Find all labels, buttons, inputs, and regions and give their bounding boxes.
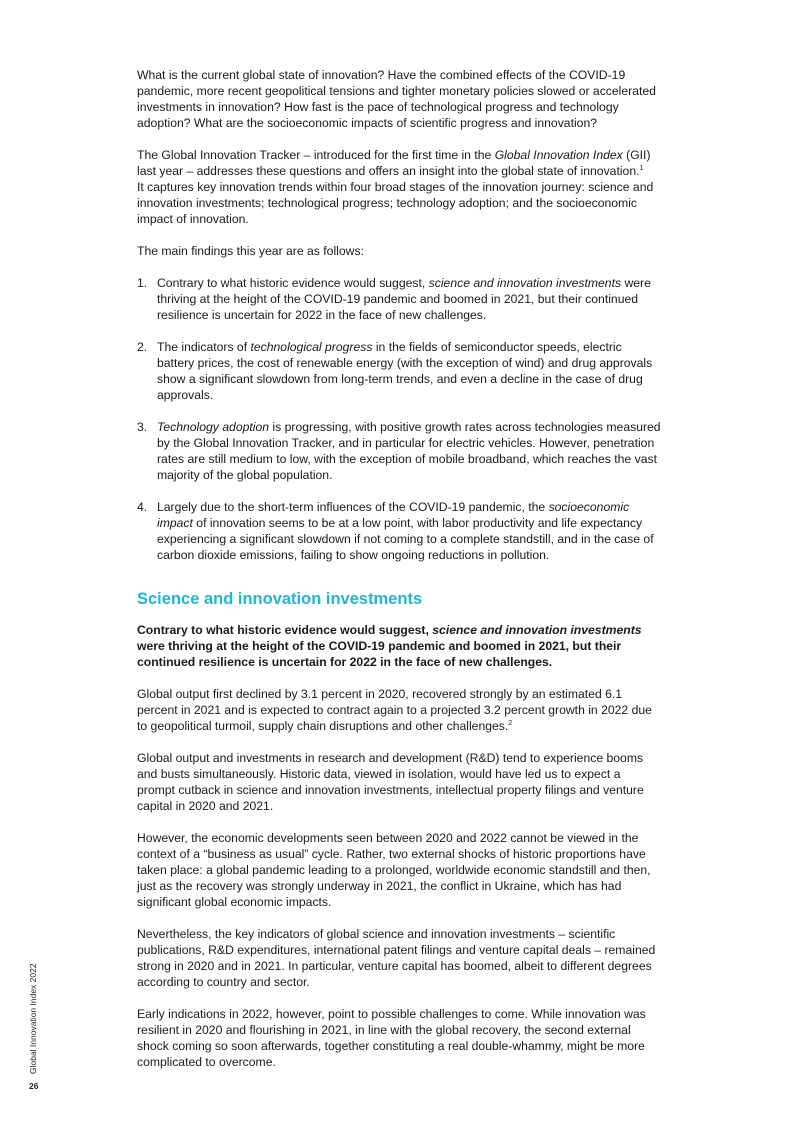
finding-text [157,275,661,323]
finding-post: were thriving at the height of the COVID-19 pandemic and boomed in 2021, but their continued resilience is uncertain for 2022 in the face of new challenges. [157,276,651,322]
section-paragraph-3: However, the economic developments seen between 2020 and 2022 cannot be viewed in the context of a “business as usual” cycle. Rather, two external shocks of historic proportions have taken place: a global pandemic leading to a prolonged, worldwide economic standstill and then, just as the recovery was strongly underway in 2021, the conflict in Ukraine, which has had significant global economic impacts. [137,831,651,909]
section-paragraph-2: Global output and investments in research and development (R&D) tend to experience booms and busts simultaneously. Historic data, viewed in isolation, would have led us to expect a prompt cutback in science and innovation investments, intellectual property filings and venture capital in 2020 and 2021. [137,751,644,813]
intro-paragraph-1: What is the current global state of innovation? Have the combined effects of the COVID-19 pandemic, more recent geopolitical tensions and tighter monetary policies slowed or accelerated investments in innovation? How fast is the pace of technological progress and technology adoption? What are the socioeconomic impacts of scientific progress and innovation? [137,68,656,130]
finding-pre: The indicators of [157,340,251,354]
finding-pre: Contrary to what historic evidence would suggest, [157,276,429,290]
section-lead-paragraph [137,622,661,670]
finding-emphasis: science and innovation investments [428,276,622,290]
section-paragraph-4: Nevertheless, the key indicators of global science and innovation investments – scientific publications, R&D expenditures, international patent filings and venture capital deals – remained strong in 2020 and in 2021. In particular, venture capital has boomed, albeit to different degrees according to country and sector. [137,927,656,989]
section-heading: Science and innovation investments [137,590,423,608]
section-paragraph-5: Early indications in 2022, however, point to possible challenges to come. While innovation was resilient in 2020 and flourishing in 2021, in line with the global recovery, the second external shock coming so soon afterwards, together constituting a real double-whammy, might be more complicated to overcome. [137,1007,646,1069]
finding-emphasis: technological progress [250,340,373,354]
finding-post: in the fields of semiconductor speeds, electric battery prices, the cost of renewable energy (with the exception of wind) and drug approvals show a significant slowdown from long-term trends, and even a decline in the case of drug approvals. [157,340,653,402]
section-p1-text: Global output first declined by 3.1 percent in 2020, recovered strongly by an estimated 6.1 percent in 2021 and is expected to contract again to a projected 3.2 percent growth in 2022 due to geopolitical turmoil, supply chain disruptions and other challenges. [137,687,652,733]
findings-list [137,275,661,563]
intro-paragraph-3: The main findings this year are as follows: [137,244,364,258]
intro-p2-text-b: (GII) last year – addresses these questions and offers an insight into the global state of innovation. [137,148,651,178]
lead-text-a: Contrary to what historic evidence would suggest, [137,623,433,637]
page-body [137,67,661,1070]
intro-paragraph-2 [137,147,661,227]
finding-text [157,339,661,403]
finding-pre: Largely due to the short-term influences of the COVID-19 pandemic, the [157,500,549,514]
finding-number: 3. [137,420,148,434]
finding-post: is progressing, with positive growth rates across technologies measured by the Global Innovation Tracker, and in particular for electric vehicles. However, penetration rates are still medium to low, with the exception of mobile broadband, which reaches the vast majority of the global population. [157,420,661,482]
finding-number: 4. [137,500,148,514]
finding-emphasis: socioeconomic impact [157,500,630,530]
finding-number: 1. [137,276,148,290]
intro-p2-text-c: It captures key innovation trends within four broad stages of the innovation journey: science and innovation investments; technological progress; technology adoption; and the socioeconomic impact of innovation. [137,180,654,226]
running-title: Global Innovation Index 2022 [28,963,38,1074]
finding-emphasis: Technology adoption [157,420,270,434]
footnote-ref-1[interactable]: 1 [639,164,644,172]
finding-text [157,499,661,563]
finding-item [137,499,661,563]
intro-p2-text-a: The Global Innovation Tracker – introduced for the first time in the [137,148,495,162]
lead-text-b: were thriving at the height of the COVID-19 pandemic and boomed in 2021, but their continued resilience is uncertain for 2022 in the face of new challenges. [137,639,622,669]
finding-item [137,339,661,403]
footnote-ref-2[interactable]: 2 [508,719,513,727]
finding-item [137,419,661,483]
finding-number: 2. [137,340,148,354]
section-paragraph-1 [137,686,661,734]
finding-post: of innovation seems to be at a low point, with labor productivity and life expectancy experiencing a significant slowdown if not coming to a complete standstill, and in the case of carbon dioxide emissions, failing to show ongoing reductions in pollution. [157,516,654,562]
finding-text [157,419,661,483]
lead-emphasis: science and innovation investments [432,623,642,637]
page-number: 26 [29,1081,39,1091]
gii-title: Global Innovation Index [494,148,623,162]
finding-item [137,275,661,323]
